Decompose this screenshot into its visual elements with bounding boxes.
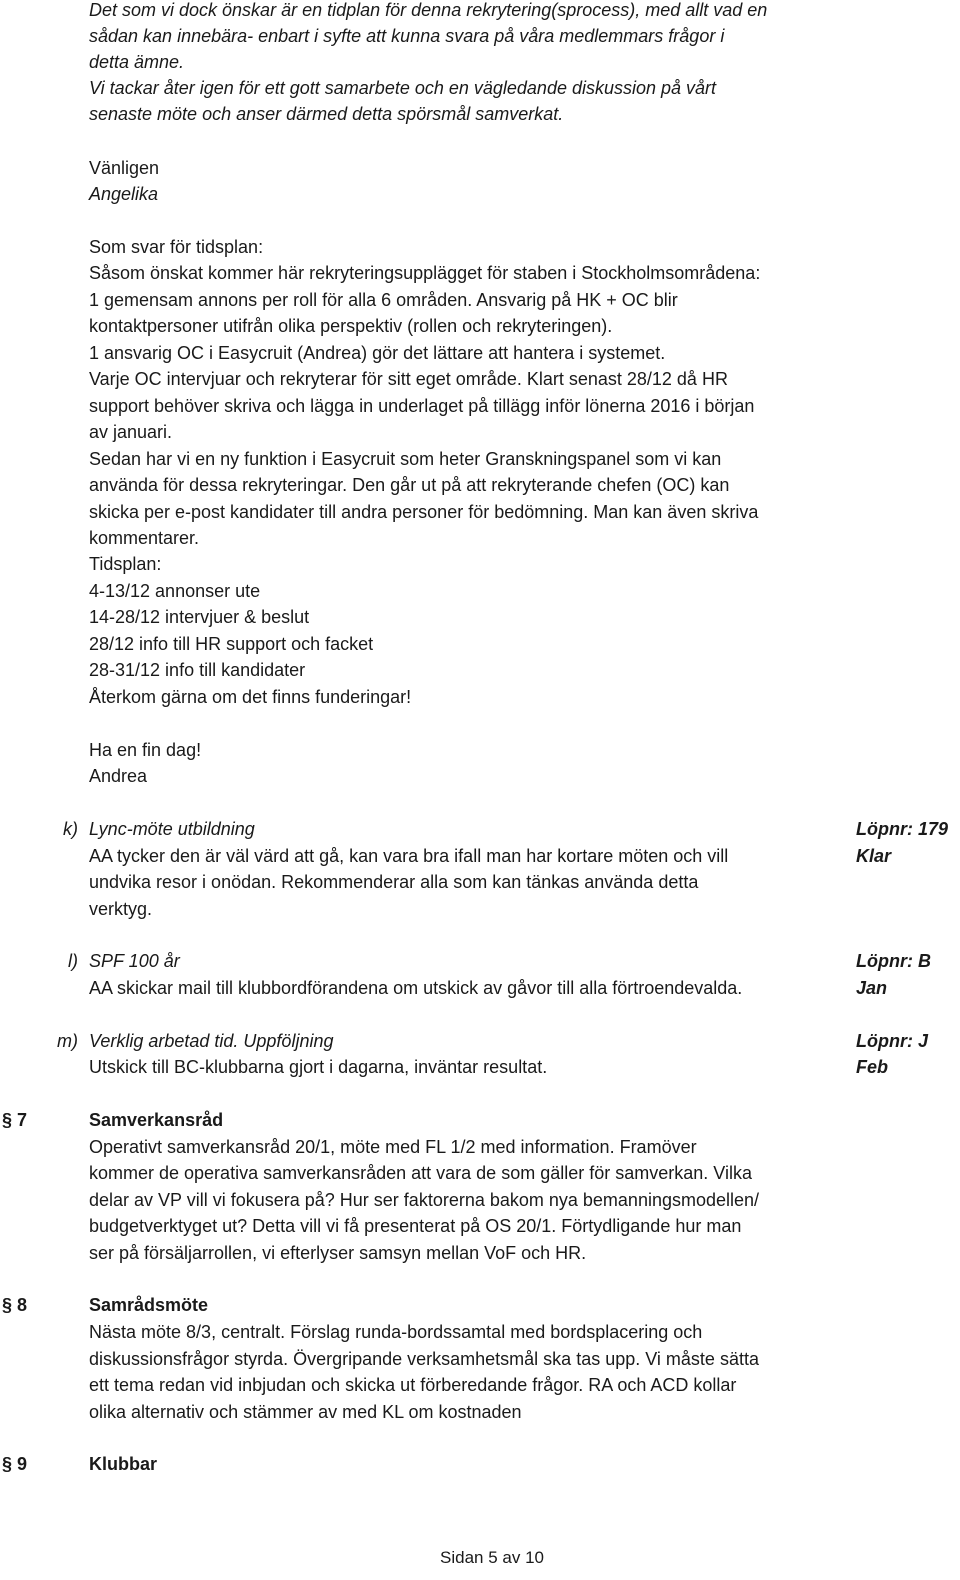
intro-signoff: Vänligen — [89, 158, 160, 178]
item-letter: k) — [63, 819, 78, 839]
reply-line: Såsom önskat kommer här rekryteringsupplägget för staben i Stockholmsområdena: — [89, 263, 761, 283]
section-title: Samverkansråd — [89, 1110, 224, 1130]
section-line: budgetverktyget ut? Detta vill vi få presenterat på OS 20/1. Förtydligande hur man — [89, 1216, 742, 1236]
item-ref-status: Klar — [856, 846, 892, 866]
reply-line: 1 ansvarig OC i Easycruit (Andrea) gör det lättare att hantera i systemet. — [89, 343, 666, 363]
item-line: verktyg. — [89, 899, 153, 919]
item-ref-number: Löpnr: J — [856, 1031, 928, 1051]
item-title: SPF 100 år — [89, 951, 180, 971]
section-line: olika alternativ och stämmer av med KL om kostnaden — [89, 1402, 522, 1422]
reply-line: 1 gemensam annons per roll för alla 6 områden. Ansvarig på HK + OC blir — [89, 290, 678, 310]
reply-line: 28-31/12 info till kandidater — [89, 660, 306, 680]
item-ref-number: Löpnr: 179 — [856, 819, 949, 839]
section-line: ser på försäljarrollen, vi efterlyser samsyn mellan VoF och HR. — [89, 1243, 587, 1263]
reply-line: 14-28/12 intervjuer & beslut — [89, 607, 310, 627]
reply-line: Sedan har vi en ny funktion i Easycruit som heter Granskningspanel som vi kan — [89, 449, 722, 469]
page-footer: Sidan 5 av 10 — [440, 1548, 544, 1567]
intro-line: sådan kan innebära- enbart i syfte att kunna svara på våra medlemmars frågor i — [89, 26, 725, 46]
item-line: AA tycker den är väl värd att gå, kan vara bra ifall man har kortare möten och vill — [89, 846, 729, 866]
reply-line: av januari. — [89, 422, 173, 442]
section-title: Klubbar — [89, 1454, 158, 1474]
item-line: Utskick till BC-klubbarna gjort i dagarna, inväntar resultat. — [89, 1057, 548, 1077]
item-ref-status: Feb — [856, 1057, 889, 1077]
reply-signoff: Ha en fin dag! — [89, 740, 202, 760]
item-ref-number: Löpnr: B — [856, 951, 931, 971]
reply-line: kommentarer. — [89, 528, 200, 548]
intro-line: Det som vi dock önskar är en tidplan för denna rekrytering(sprocess), med allt vad en — [89, 0, 768, 20]
item-title: Verklig arbetad tid. Uppföljning — [89, 1031, 334, 1051]
section-title: Samrådsmöte — [89, 1295, 209, 1315]
section-number: § 7 — [2, 1110, 28, 1130]
item-ref-status: Jan — [856, 978, 888, 998]
reply-line: 4-13/12 annonser ute — [89, 581, 261, 601]
reply-line: Tidsplan: — [89, 554, 162, 574]
section-number: § 8 — [2, 1295, 28, 1315]
reply-line: Varje OC intervjuar och rekryterar för sitt eget område. Klart senast 28/12 då HR — [89, 369, 728, 389]
reply-signoff: Andrea — [89, 766, 148, 786]
item-letter: m) — [57, 1031, 78, 1051]
reply-line: Som svar för tidsplan: — [89, 237, 264, 257]
section-line: Operativt samverkansråd 20/1, möte med FL 1/2 med information. Framöver — [89, 1137, 697, 1157]
section-line: kommer de operativa samverkansråden att vara de som gäller för samverkan. Vilka — [89, 1163, 752, 1183]
item-title: Lync-möte utbildning — [89, 819, 255, 839]
reply-line: använda för dessa rekryteringar. Den går ut på att rekryterande chefen (OC) kan — [89, 475, 730, 495]
section-line: diskussionsfrågor styrda. Övergripande verksamhetsmål ska tas upp. Vi måste sätta — [89, 1349, 759, 1369]
reply-line: support behöver skriva och lägga in underlaget på tillägg inför lönerna 2016 i början — [89, 396, 755, 416]
section-number: § 9 — [2, 1454, 28, 1474]
intro-line: detta ämne. — [89, 52, 185, 72]
intro-line: Vi tackar åter igen för ett gott samarbete och en vägledande diskussion på vårt — [89, 78, 717, 98]
item-line: undvika resor i onödan. Rekommenderar alla som kan tänkas använda detta — [89, 872, 699, 892]
item-line: AA skickar mail till klubbordförandena om utskick av gåvor till alla förtroendevalda. — [89, 978, 743, 998]
intro-signoff: Angelika — [89, 184, 159, 204]
item-letter: l) — [68, 951, 78, 971]
section-line: delar av VP vill vi fokusera på? Hur ser faktorerna bakom nya bemanningsmodellen/ — [89, 1190, 760, 1210]
section-line: ett tema redan vid inbjudan och skicka ut förberedande frågor. RA och ACD kollar — [89, 1375, 737, 1395]
reply-line: 28/12 info till HR support och facket — [89, 634, 374, 654]
intro-line: senaste möte och anser därmed detta spörsmål samverkat. — [89, 104, 564, 124]
reply-line: kontaktpersoner utifrån olika perspektiv (rollen och rekryteringen). — [89, 316, 613, 336]
reply-line: Återkom gärna om det finns funderingar! — [89, 687, 412, 707]
reply-line: skicka per e-post kandidater till andra personer för bedömning. Man kan även skriva — [89, 502, 759, 522]
section-line: Nästa möte 8/3, centralt. Förslag runda-bordssamtal med bordsplacering och — [89, 1322, 703, 1342]
